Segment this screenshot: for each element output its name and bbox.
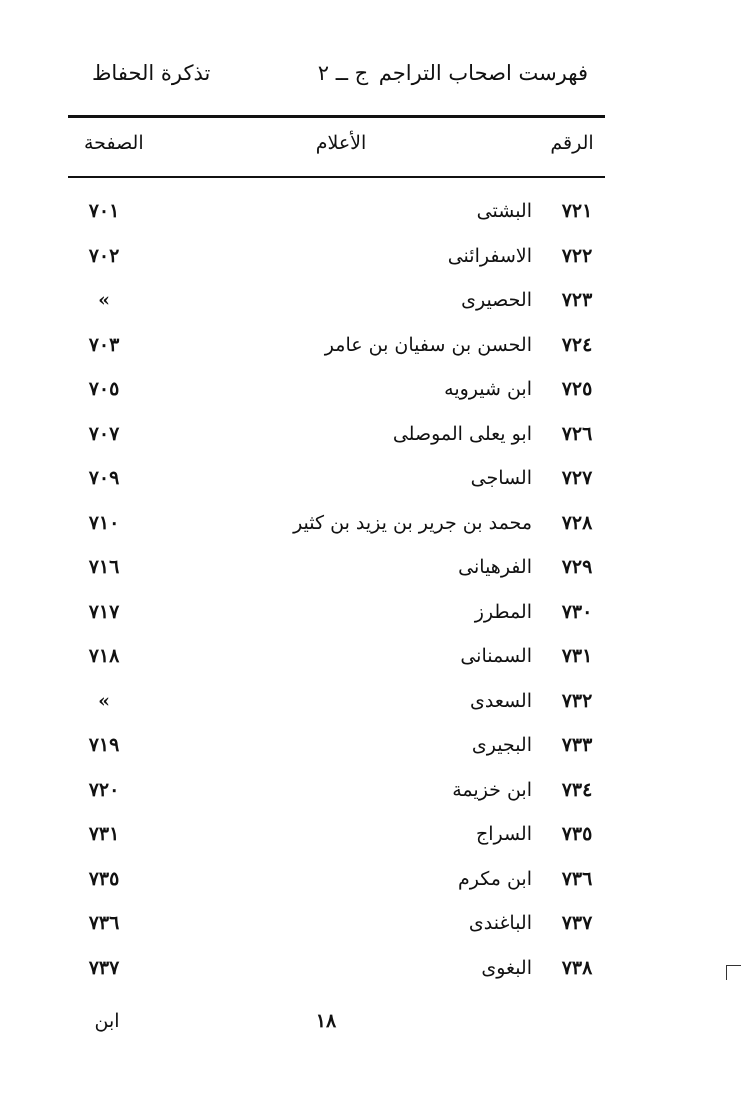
entry-name: محمد بن جرير بن يزيد بن كثير	[293, 511, 532, 534]
entry-name: البشتى	[476, 200, 532, 222]
index-row	[68, 324, 605, 368]
index-row	[68, 724, 605, 768]
column-header-page: الصفحة	[84, 132, 144, 154]
index-row	[68, 902, 605, 946]
index-row	[68, 546, 605, 590]
index-row	[68, 858, 605, 902]
entry-page: ٧٠٩	[88, 467, 120, 489]
entry-page: ٧١٧	[88, 600, 120, 623]
entry-name: ابو يعلى الموصلى	[392, 422, 532, 445]
entry-name: الباغندى	[468, 912, 532, 934]
entry-number: ٧٢٩	[561, 556, 593, 578]
entry-name: البغوى	[481, 956, 532, 979]
entry-page: ٧٣٦	[88, 912, 120, 934]
entry-number: ٧٢١	[561, 200, 593, 222]
entry-number: ٧٢٢	[561, 244, 593, 267]
column-header-number: الرقم	[550, 132, 594, 154]
index-row	[68, 947, 605, 991]
index-row	[68, 502, 605, 546]
entry-page: «	[98, 689, 110, 712]
index-row	[68, 368, 605, 412]
running-head-index-title: فهرست اصحاب التراجم	[378, 61, 588, 85]
running-head-volume: ج ــ ٢	[317, 61, 369, 85]
entry-page: ٧١٨	[88, 645, 120, 667]
running-head-book-title: تذكرة الحفاظ	[92, 61, 211, 85]
entry-number: ٧٣٧	[561, 912, 593, 934]
entry-page: ٧٣١	[88, 823, 120, 845]
entry-name: المطرز	[474, 600, 532, 623]
entry-number: ٧٢٨	[561, 511, 593, 534]
entry-name: السراج	[475, 823, 532, 845]
index-row	[68, 279, 605, 323]
entry-name: ابن مكرم	[458, 867, 532, 890]
entry-name: الاسفرائنى	[447, 244, 532, 267]
entry-page: ٧٣٧	[88, 956, 120, 979]
index-row	[68, 413, 605, 457]
index-row	[68, 635, 605, 679]
entry-page: ٧١٦	[88, 556, 120, 578]
entry-number: ٧٣٣	[561, 734, 593, 756]
entry-number: ٧٣٢	[561, 689, 593, 712]
entry-name: الحصيرى	[461, 289, 532, 311]
entry-name: الفرهيانى	[458, 556, 532, 578]
entry-number: ٧٣٦	[561, 867, 593, 890]
entry-number: ٧٢٦	[561, 422, 593, 445]
entry-page: ٧٠١	[88, 200, 120, 222]
index-row	[68, 457, 605, 501]
entry-page: ٧٣٥	[88, 867, 120, 890]
entry-number: ٧٢٥	[561, 378, 593, 400]
entry-number: ٧٣٤	[561, 778, 593, 801]
column-header-names: الأعلام	[315, 132, 367, 154]
entry-page: ٧٠٣	[88, 333, 120, 356]
entry-name: البجيرى	[471, 734, 532, 756]
catchword: ابن	[94, 1010, 120, 1032]
entry-name: السمنانى	[460, 645, 532, 667]
entry-number: ٧٣٠	[561, 600, 593, 623]
index-row	[68, 235, 605, 279]
entry-name: السعدى	[469, 689, 532, 712]
entry-page: ٧١٠	[88, 511, 120, 534]
entry-page: ٧٢٠	[88, 778, 120, 801]
entry-page: ٧٠٧	[88, 422, 120, 445]
entry-page: «	[98, 289, 110, 311]
entry-page: ٧١٩	[88, 734, 120, 756]
page-edge-mark	[726, 965, 741, 980]
entry-page: ٧٠٥	[88, 378, 120, 400]
entry-number: ٧٢٧	[561, 467, 593, 489]
page-number: ١٨	[315, 1010, 337, 1032]
entry-name: ابن شيرويه	[444, 378, 532, 400]
entry-number: ٧٣٥	[561, 823, 593, 845]
entry-page: ٧٠٢	[88, 244, 120, 267]
entry-name: ابن خزيمة	[452, 778, 532, 801]
index-row	[68, 813, 605, 857]
entry-name: الحسن بن سفيان بن عامر	[324, 333, 532, 356]
entry-name: الساجى	[470, 467, 532, 489]
entry-number: ٧٢٣	[561, 289, 593, 311]
index-row	[68, 190, 605, 234]
entry-number: ٧٣٨	[561, 956, 593, 979]
index-row	[68, 591, 605, 635]
index-row	[68, 680, 605, 724]
entry-number: ٧٢٤	[561, 333, 593, 356]
entry-number: ٧٣١	[561, 645, 593, 667]
index-row	[68, 769, 605, 813]
